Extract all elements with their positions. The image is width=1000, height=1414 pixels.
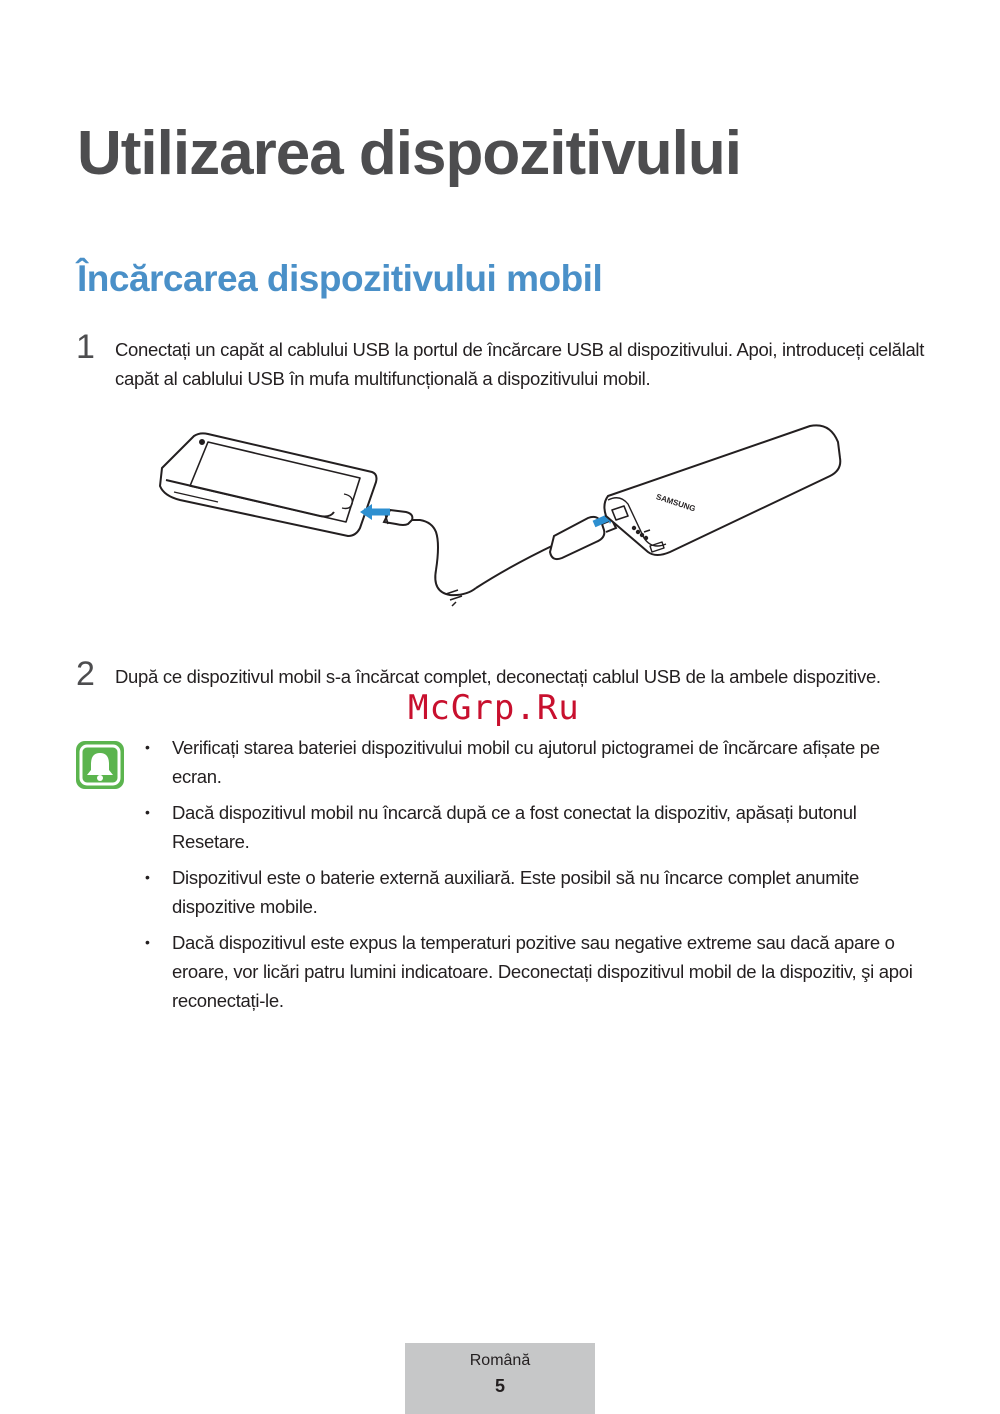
note-text: Dispozitivul este o baterie externă auxiliară. Este posibil să nu încarce complet anumite dispozitive mobile. [172,867,859,917]
power-bank [604,425,840,555]
notification-bell-icon [74,739,126,791]
bullet-icon: • [145,934,150,950]
step-1-text: Conectați un capăt al cablului USB la portul de încărcare USB al dispozitivului. Apoi, introduceți celălalt capăt al cablului USB în mufa multifuncțională a dispozitivului mobil. [115,339,925,389]
section-title: Încărcarea dispozitivului mobil [77,258,603,299]
page-footer [405,1343,595,1414]
step-1-number: 1 [76,328,95,366]
mobile-phone [160,433,377,536]
footer-language: Română [469,1352,531,1369]
phone-side-cable [384,510,476,595]
notes-list [145,733,925,1022]
bullet-icon: • [145,739,150,755]
note-item [145,798,925,856]
step-2-text: După ce dispozitivul mobil s-a încărcat complet, deconectați cablul USB de la ambele dispozitive. [115,666,881,687]
watermark: McGrp.Ru [408,688,580,728]
cable-break [446,590,462,606]
page-title: Utilizarea dispozitivului [77,119,741,188]
charging-illustration [150,420,850,620]
step-2-number: 2 [76,655,95,693]
powerbank-side-cable [476,517,616,588]
bullet-icon: • [145,804,150,820]
note-text: Dacă dispozitivul este expus la temperaturi pozitive sau negative extreme sau dacă apare o eroare, vor licări patru lumini indicatoare. Deconectați dispozitivul mobil de la dispozitiv, şi apoi reconectați-le. [172,932,913,1011]
note-item [145,928,925,1015]
note-text: Verificați starea bateriei dispozitivului mobil cu ajutorul pictogramei de încărcare afișate pe ecran. [172,737,880,787]
note-item [145,863,925,921]
powerbank-brand-label: SAMSUNG [654,492,697,514]
bullet-icon: • [145,869,150,885]
note-text: Dacă dispozitivul mobil nu încarcă după ce a fost conectat la dispozitiv, apăsați butonul Resetare. [172,802,857,852]
page-number: 5 [494,1376,505,1396]
note-item [145,733,925,791]
